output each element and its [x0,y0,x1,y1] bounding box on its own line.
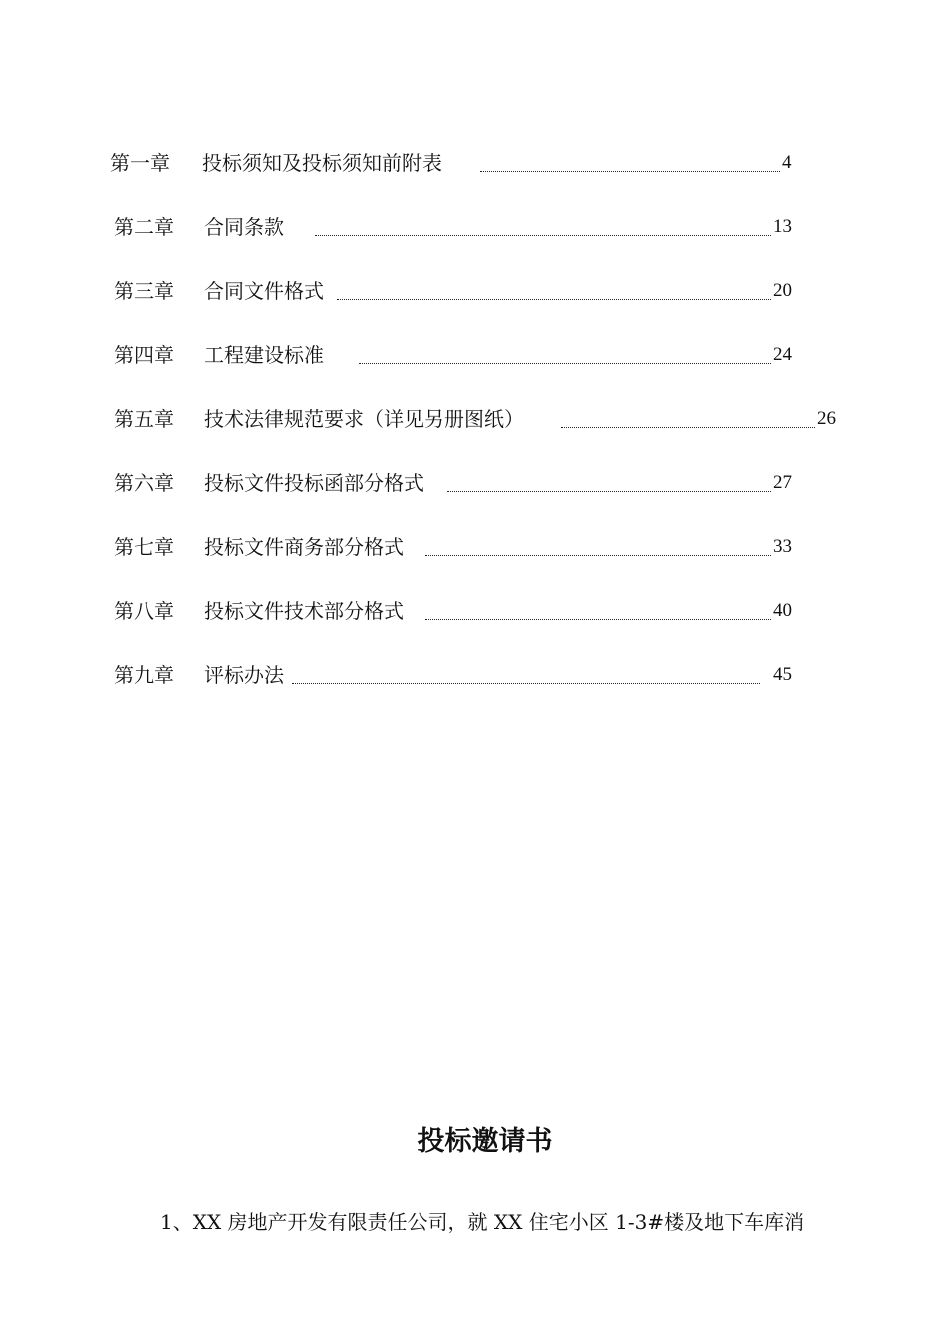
toc-entry-9 [0,660,950,690]
toc-page-number: 27 [773,472,792,493]
toc-entry-1 [0,148,950,178]
toc-dot-leader [447,491,771,492]
toc-chapter-label: 第五章 [114,407,174,431]
toc-chapter-title: 投标文件技术部分格式 [204,599,404,623]
toc-entry-8 [0,596,950,626]
toc-chapter-label: 第三章 [114,279,174,303]
toc-page-number: 4 [782,152,792,173]
toc-chapter-label: 第八章 [114,599,174,623]
toc-entry-7 [0,532,950,562]
toc-entry-5 [0,404,950,434]
invitation-paragraph: 1、XX 房地产开发有限责任公司，就 XX 住宅小区 1-3#楼及地下车库消 [160,1210,805,1234]
toc-dot-leader [292,683,760,684]
toc-dot-leader [315,235,771,236]
toc-dot-leader [480,171,780,172]
toc-chapter-title: 合同条款 [204,215,284,239]
toc-chapter-title: 投标文件商务部分格式 [204,535,404,559]
toc-chapter-title: 投标文件投标函部分格式 [204,471,424,495]
toc-dot-leader [359,363,771,364]
toc-chapter-label: 第一章 [110,151,170,175]
toc-entry-6 [0,468,950,498]
invitation-heading: 投标邀请书 [417,1126,553,1157]
toc-chapter-label: 第六章 [114,471,174,495]
toc-dot-leader [425,619,771,620]
toc-dot-leader [561,427,815,428]
toc-dot-leader [425,555,771,556]
toc-page-number: 24 [773,344,792,365]
toc-chapter-title: 投标须知及投标须知前附表 [202,151,442,175]
toc-page-number: 45 [773,664,792,685]
toc-chapter-label: 第七章 [114,535,174,559]
toc-page-number: 40 [773,600,792,621]
toc-chapter-title: 技术法律规范要求（详见另册图纸） [204,407,524,431]
toc-chapter-title: 评标办法 [204,663,284,687]
toc-entry-2 [0,212,950,242]
toc-chapter-title: 合同文件格式 [204,279,324,303]
toc-entry-3 [0,276,950,306]
toc-chapter-label: 第四章 [114,343,174,367]
toc-page-number: 33 [773,536,792,557]
toc-chapter-title: 工程建设标准 [204,343,324,367]
toc-chapter-label: 第九章 [114,663,174,687]
toc-entry-4 [0,340,950,370]
toc-page-number: 26 [817,408,836,429]
toc-page-number: 13 [773,216,792,237]
toc-chapter-label: 第二章 [114,215,174,239]
toc-dot-leader [337,299,771,300]
toc-page-number: 20 [773,280,792,301]
